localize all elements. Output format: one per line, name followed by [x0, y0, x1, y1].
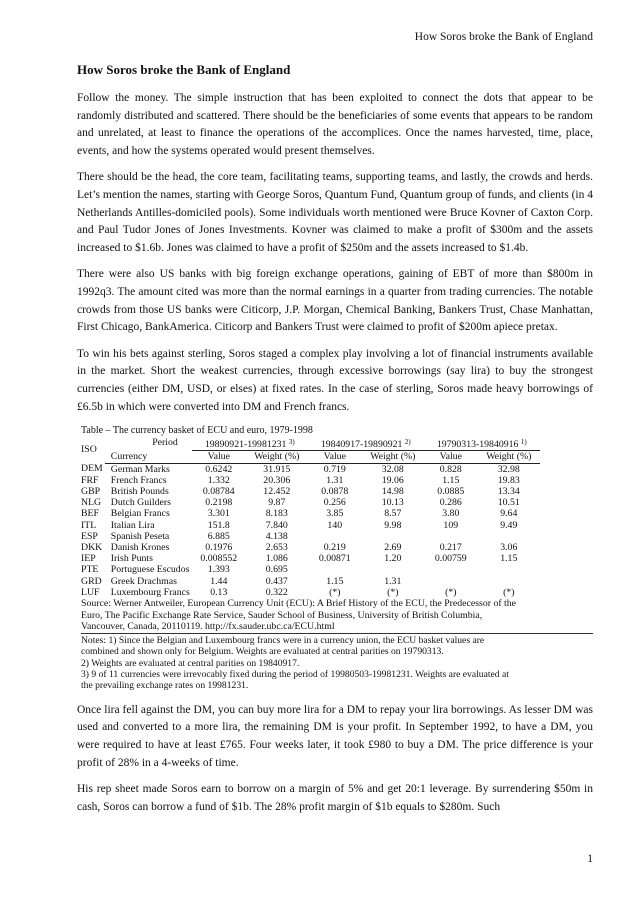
paragraph: His rep sheet made Soros earn to borrow on a margin of 5% and get 20:1 leverage. By surrendering $50m in cash, Soros can borrow a fund of $1b. The 28% profit margin of $1b equals to $280m. Such	[77, 783, 593, 813]
weight-cell: 20.306	[263, 474, 291, 486]
weight-cell: 9.87	[268, 497, 286, 509]
note-line: Notes: 1) Since the Belgian and Luxembourg francs were in a currency union, the ECU basket values are	[81, 634, 485, 646]
value-cell: 0.2198	[205, 497, 233, 509]
period-header-3: 19790313-19840916 $^{1)}$	[424, 437, 540, 451]
value-cell: 140	[327, 519, 343, 531]
weight-cell: 1.086	[265, 553, 288, 565]
document-title: How Soros broke the Bank of England	[77, 62, 291, 77]
iso-cell: ESP	[81, 530, 98, 542]
value-cell: 1.31	[326, 474, 344, 486]
weight-cell: 7.840	[265, 519, 288, 531]
note-line: 3) 9 of 11 currencies were irrevocably fixed during the period of 19980503-19981231. Weights are evaluated at	[81, 668, 509, 680]
weight-cell: 0.437	[265, 575, 288, 587]
table-row	[79, 587, 540, 598]
currency-cell: French Francs	[110, 474, 167, 486]
value-cell: 0.00871	[318, 553, 351, 565]
currency-cell: British Pounds	[110, 485, 169, 497]
paragraph: To win his bets against sterling, Soros staged a complex play involving a lot of financial instruments available in the market. Short the weakest currencies, through excessive borrowings (say lira) to buy the strongest currencies (either DM, USD, or elses) at fixed rates. In the case of sterling, Soros made heavy borrowings of £6.5b in which were converted into DM and French francs.	[77, 347, 593, 413]
weight-cell: 4.138	[265, 530, 288, 542]
table-row	[79, 486, 540, 497]
value-cell	[308, 531, 362, 542]
table-row	[79, 576, 540, 587]
table-row	[79, 475, 540, 486]
weight-cell: 1.20	[384, 553, 402, 565]
value-cell: 151.8	[207, 519, 230, 531]
currency-cell: Luxembourg Francs	[110, 586, 190, 598]
currency-cell: Belgian Francs	[110, 508, 170, 520]
weight-column-header: Weight (%)	[362, 451, 424, 463]
weight-column-header: Weight (%)	[246, 451, 308, 463]
iso-cell: IEP	[81, 553, 96, 565]
weight-cell: (*)	[387, 586, 399, 598]
table-row	[79, 553, 540, 564]
value-cell: 0.217	[439, 541, 462, 553]
currency-cell: Irish Punts	[110, 553, 153, 565]
table-row	[79, 564, 540, 575]
weight-cell	[362, 531, 424, 542]
table-notes	[81, 633, 593, 692]
table-row	[79, 531, 540, 542]
table-row	[79, 463, 540, 475]
value-cell: 0.256	[323, 497, 346, 509]
value-cell: 6.885	[207, 530, 230, 542]
value-cell: 0.0878	[321, 485, 349, 497]
paragraph: Follow the money. The simple instruction that has been exploited to connect the dots that appear to be randomly distributed and scattered. There should be the beneficiaries of some events that appears to be random and unrelated, at least to finance the operations of the accomplices. Once the names harvested, time, place, events, and how the systems operated would present themselves.	[77, 92, 593, 157]
value-cell: 109	[443, 519, 459, 531]
iso-cell: FRF	[81, 474, 99, 486]
page-content	[77, 61, 593, 825]
iso-cell: DEM	[81, 463, 103, 474]
value-cell	[424, 564, 478, 575]
value-cell: 1.332	[207, 474, 230, 486]
weight-cell: 32.08	[381, 463, 404, 475]
period-header-1: 19890921-19981231 $^{3)}$	[192, 437, 308, 451]
weight-cell	[478, 564, 540, 575]
currency-cell: German Marks	[110, 463, 170, 475]
value-cell: 0.6242	[205, 463, 233, 475]
currency-cell: Dutch Guilders	[110, 497, 171, 509]
running-header: How Soros broke the Bank of England	[414, 31, 593, 43]
weight-cell	[362, 564, 424, 575]
weight-cell	[478, 576, 540, 587]
value-cell: 0.719	[323, 463, 346, 475]
currency-column-header: Currency	[105, 451, 192, 463]
iso-cell: BEF	[81, 508, 99, 520]
value-cell: 3.85	[326, 508, 344, 520]
weight-column-header: Weight (%)	[478, 451, 540, 463]
value-column-header: Value	[308, 451, 362, 463]
value-cell: 0.828	[439, 463, 462, 475]
table-source	[81, 598, 593, 633]
weight-cell: 14.98	[381, 485, 404, 497]
table-row	[79, 542, 540, 553]
weight-cell: 8.57	[384, 508, 402, 520]
weight-cell	[478, 531, 540, 542]
paragraph: There were also US banks with big foreign exchange operations, gaining of EBT of more than $800m in 1992q3. The amount cited was more than the normal earnings in a quarter from trading currencies. The notable crowds from those US banks were Citicorp, J.P. Morgan, Chemical Banking, Bankers Trust, Chase Manhattan, First Chicago, BankAmerica. Citicorp and Bankers Trust were claimed to profit of $200m apiece pretax.	[77, 268, 593, 334]
iso-cell: GRD	[81, 575, 102, 587]
value-cell: 0.1976	[205, 541, 233, 553]
table-row	[79, 497, 540, 508]
weight-cell: 19.83	[497, 474, 520, 486]
table-row	[79, 508, 540, 519]
iso-cell: DKK	[81, 541, 103, 553]
page-number: 1	[587, 853, 593, 865]
value-cell: 0.219	[323, 541, 346, 553]
value-cell	[424, 576, 478, 587]
weight-cell: (*)	[503, 586, 515, 598]
weight-cell: 1.31	[384, 575, 402, 587]
value-cell: 3.301	[207, 508, 230, 520]
currency-cell: Danish Krones	[110, 541, 170, 553]
weight-cell: 12.452	[263, 485, 291, 497]
iso-header: ISO	[81, 444, 97, 456]
note-line: 2) Weights are evaluated at central parities on 19840917.	[81, 657, 300, 669]
value-cell: 0.13	[210, 586, 228, 598]
weight-cell: 8.183	[265, 508, 288, 520]
currency-basket-table	[79, 437, 540, 598]
weight-cell: 0.695	[265, 564, 288, 576]
value-cell: 0.08784	[202, 485, 235, 497]
value-cell: 3.80	[442, 508, 460, 520]
value-cell	[424, 531, 478, 542]
value-cell: 0.286	[439, 497, 462, 509]
value-cell: 1.15	[326, 575, 344, 587]
weight-cell: 2.69	[384, 541, 402, 553]
value-column-header: Value	[424, 451, 478, 463]
iso-cell: GBP	[81, 485, 101, 497]
value-column-header: Value	[192, 451, 246, 463]
iso-cell: ITL	[81, 519, 97, 531]
iso-cell: PTE	[81, 564, 99, 576]
currency-cell: Italian Lira	[110, 519, 155, 531]
currency-cell: Spanish Peseta	[110, 530, 170, 542]
iso-cell: NLG	[81, 497, 102, 509]
paragraph: Once lira fell against the DM, you can buy more lira for a DM to repay your lira borrowings. As lesser DM was used and converted to a more lira, the remaining DM is your profit. In September 1992, to have a DM, you were required to have at least £765. Four weeks later, it took £980 to buy a DM. The price difference is your profit of 28% in a 4-weeks of time.	[77, 703, 593, 769]
table-caption: Table – The currency basket of ECU and euro, 1979-1998	[81, 425, 313, 437]
note-line: the prevailing exchange rates on 19981231.	[81, 680, 249, 692]
table-body	[79, 463, 540, 598]
value-cell	[308, 564, 362, 575]
weight-cell: 19.06	[381, 474, 404, 486]
weight-cell: 32.98	[497, 463, 520, 475]
weight-cell: 2.653	[265, 541, 288, 553]
table-row	[79, 520, 540, 531]
weight-cell: 3.06	[500, 541, 518, 553]
value-cell: 1.15	[442, 474, 460, 486]
value-cell: 0.008552	[200, 553, 238, 565]
iso-cell: LUF	[81, 586, 100, 598]
period-header-2: 19840917-19890921 $^{2)}$	[308, 437, 424, 451]
weight-cell: 31.915	[263, 463, 291, 475]
weight-cell: 9.64	[500, 508, 518, 520]
weight-cell: 9.98	[384, 519, 402, 531]
note-line: combined and shown only for Belgium. Weights are evaluated at central parities on 19790313.	[81, 646, 444, 658]
weight-cell: 9.49	[500, 519, 518, 531]
value-cell: 1.393	[207, 564, 230, 576]
weight-cell: 10.51	[497, 497, 520, 509]
value-cell: 0.00759	[434, 553, 467, 565]
currency-cell: Portuguese Escudos	[110, 564, 190, 576]
value-cell: 1.44	[210, 575, 228, 587]
value-cell: (*)	[329, 586, 341, 598]
paragraph: There should be the head, the core team, facilitating teams, supporting teams, and lastly, the crowds and herds. Let’s mention the names, starting with George Soros, Quantum Fund, Quantum group of funds, and clients (in 4 Netherlands Antilles-domiciled pools). Some individuals worth mentioned were Bruce Kovner of Caxton Corp. and Paul Tudor Jones of Jones Investments. Kovner was claimed to make a profit of $300m and the assets increased to $1.6b. Jones was claimed to have a profit of $250m and the assets increased to $1.4b.	[77, 171, 593, 254]
weight-cell: 0.322	[265, 586, 288, 598]
value-cell: 0.0885	[437, 485, 465, 497]
currency-cell: Greek Drachmas	[110, 575, 177, 587]
weight-cell: 10.13	[381, 497, 404, 509]
weight-cell: 13.34	[497, 485, 520, 497]
source-line: Source: Werner Antweiler, European Currency Unit (ECU): A Brief History of the ECU, the Predecessor of the	[81, 597, 517, 609]
value-cell: (*)	[445, 586, 457, 598]
source-line: Vancouver, Canada, 20110119. http://fx.sauder.ubc.ca/ECU.html	[81, 621, 335, 633]
weight-cell: 1.15	[500, 553, 518, 565]
currency-basket-table-block	[77, 425, 593, 692]
source-line: Euro, The Pacific Exchange Rate Service, Sauder School of Business, University of British Columbia,	[81, 609, 483, 621]
period-header: Period	[152, 437, 178, 449]
